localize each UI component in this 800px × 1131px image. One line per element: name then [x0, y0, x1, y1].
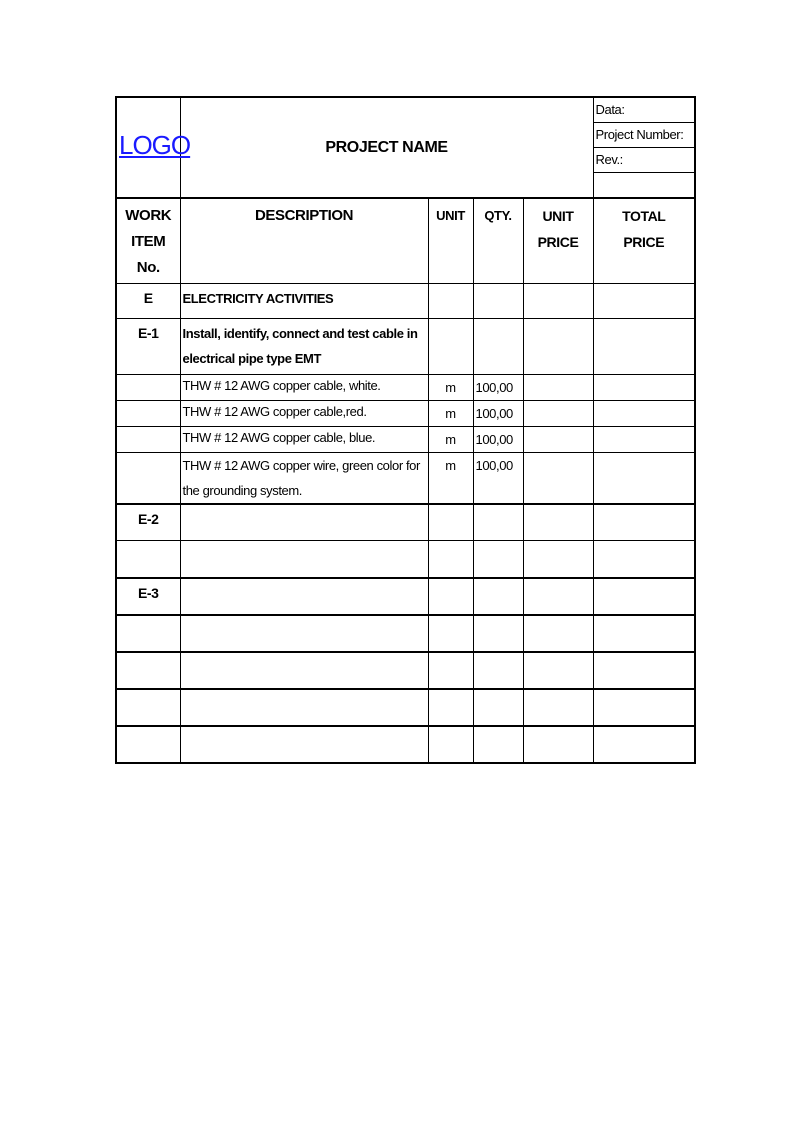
quotation-sheet [115, 96, 694, 764]
logo: LOGO [119, 130, 191, 160]
row-unit [428, 615, 473, 652]
col-total-price-line2: PRICE [623, 234, 665, 250]
quotation-table [115, 96, 696, 764]
col-unit-price-line1: UNIT [542, 208, 574, 224]
row-total-price [593, 374, 695, 400]
row-item: E-1 [116, 318, 180, 374]
row-unit [428, 652, 473, 689]
table-row [116, 400, 695, 426]
row-total-price [593, 726, 695, 763]
row-description [180, 578, 428, 615]
row-description [180, 689, 428, 726]
row-qty [473, 541, 523, 578]
row-qty [473, 318, 523, 374]
row-description: THW # 12 AWG copper cable, white. [180, 374, 428, 400]
row-unit [428, 689, 473, 726]
row-qty: 100,00 [473, 400, 523, 426]
row-description [180, 615, 428, 652]
row-total-price [593, 426, 695, 452]
row-description [180, 541, 428, 578]
row-qty: 100,00 [473, 374, 523, 400]
row-qty [473, 504, 523, 541]
row-unit-price [523, 318, 593, 374]
table-row [116, 541, 695, 578]
row-qty [473, 615, 523, 652]
row-total-price [593, 652, 695, 689]
meta-rev: Rev.: [593, 148, 695, 173]
row-item [116, 374, 180, 400]
meta-date: Data: [593, 97, 695, 123]
row-unit-price [523, 400, 593, 426]
row-item [116, 726, 180, 763]
col-work-item-line1: WORK [125, 207, 172, 224]
row-description [180, 504, 428, 541]
row-unit-price [523, 578, 593, 615]
table-row [116, 615, 695, 652]
col-work-item [116, 198, 180, 283]
row-unit: m [428, 426, 473, 452]
row-total-price [593, 504, 695, 541]
row-unit-price [523, 426, 593, 452]
row-item [116, 615, 180, 652]
row-description: THW # 12 AWG copper cable, blue. [180, 426, 428, 452]
table-row [116, 726, 695, 763]
table-row [116, 504, 695, 541]
row-qty [473, 726, 523, 763]
row-unit [428, 578, 473, 615]
row-unit-price [523, 504, 593, 541]
row-unit-price [523, 615, 593, 652]
project-name: PROJECT NAME [180, 97, 593, 198]
row-unit [428, 318, 473, 374]
row-unit-price [523, 374, 593, 400]
col-total-price-line1: TOTAL [622, 208, 666, 224]
col-unit: UNIT [428, 198, 473, 283]
table-row [116, 652, 695, 689]
row-qty: 100,00 [473, 452, 523, 504]
row-total-price [593, 541, 695, 578]
row-total-price [593, 400, 695, 426]
row-item: E [116, 283, 180, 318]
row-item [116, 426, 180, 452]
meta-project-number: Project Number: [593, 123, 695, 148]
row-unit: m [428, 400, 473, 426]
row-unit [428, 504, 473, 541]
row-item: E-2 [116, 504, 180, 541]
col-qty: QTY. [473, 198, 523, 283]
row-unit [428, 726, 473, 763]
row-description: ELECTRICITY ACTIVITIES [180, 283, 428, 318]
row-description [180, 652, 428, 689]
table-row [116, 374, 695, 400]
row-total-price [593, 578, 695, 615]
table-row [116, 318, 695, 374]
row-item [116, 652, 180, 689]
row-qty [473, 652, 523, 689]
row-qty [473, 689, 523, 726]
col-work-item-line2: ITEM [131, 233, 166, 250]
table-row [116, 689, 695, 726]
row-total-price [593, 689, 695, 726]
row-unit [428, 541, 473, 578]
table-row [116, 452, 695, 504]
row-description [180, 726, 428, 763]
row-unit-price [523, 652, 593, 689]
table-row [116, 578, 695, 615]
row-total-price [593, 283, 695, 318]
row-unit-price [523, 726, 593, 763]
row-item: E-3 [116, 578, 180, 615]
row-total-price [593, 452, 695, 504]
row-description: Install, identify, connect and test cable in electrical pipe type EMT [180, 318, 428, 374]
row-unit-price [523, 541, 593, 578]
row-qty: 100,00 [473, 426, 523, 452]
row-qty [473, 283, 523, 318]
col-unit-price-line2: PRICE [537, 234, 579, 250]
row-unit-price [523, 689, 593, 726]
row-qty [473, 578, 523, 615]
row-item [116, 689, 180, 726]
row-description: THW # 12 AWG copper cable,red. [180, 400, 428, 426]
table-row [116, 426, 695, 452]
row-description: THW # 12 AWG copper wire, green color for the grounding system. [180, 452, 428, 504]
col-total-price [593, 198, 695, 283]
row-unit [428, 283, 473, 318]
table-row [116, 283, 695, 318]
row-total-price [593, 615, 695, 652]
meta-blank [593, 173, 695, 199]
row-total-price [593, 318, 695, 374]
row-item [116, 452, 180, 504]
row-unit-price [523, 452, 593, 504]
logo-cell [116, 97, 191, 198]
row-unit: m [428, 374, 473, 400]
col-work-item-line3: No. [136, 259, 160, 276]
row-item [116, 541, 180, 578]
col-unit-price [523, 198, 593, 283]
row-unit-price [523, 283, 593, 318]
col-description: DESCRIPTION [180, 198, 428, 283]
row-item [116, 400, 180, 426]
row-unit: m [428, 452, 473, 504]
